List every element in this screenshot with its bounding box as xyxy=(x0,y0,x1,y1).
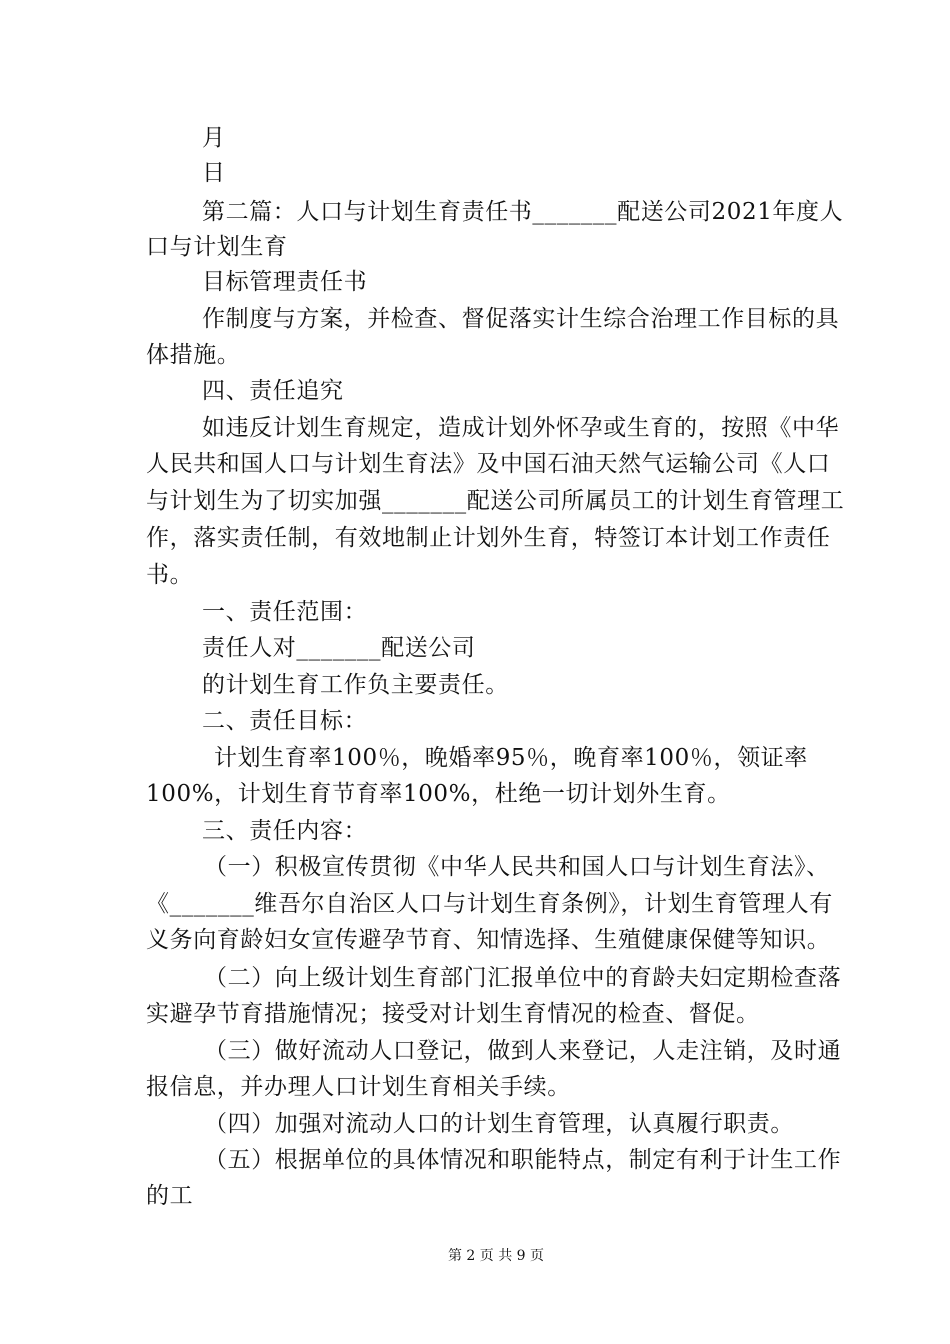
text-line: 月 xyxy=(202,125,226,151)
text-line: 如违反计划生育规定，造成计划外怀孕或生育的，按照《中华 xyxy=(202,415,840,441)
text-line: 日 xyxy=(202,160,226,186)
subheading: 二、责任目标： xyxy=(202,708,368,734)
text-line: （三）做好流动人口登记，做到人来登记，人走注销，及时通 xyxy=(204,1038,842,1064)
text-line: （五）根据单位的具体情况和职能特点，制定有利于计生工作 xyxy=(204,1147,842,1173)
subheading: 一、责任范围： xyxy=(202,599,368,625)
text-line: （二）向上级计划生育部门汇报单位中的育龄夫妇定期检查落 xyxy=(204,965,842,991)
text-line: 与计划生为了切实加强_______配送公司所属员工的计划生育管理工 xyxy=(146,488,845,514)
text-line: 责任人对_______配送公司 xyxy=(202,635,476,661)
subheading: 三、责任内容： xyxy=(202,818,368,844)
page-footer: 第 2 页 共 9 页 xyxy=(447,1248,545,1264)
text-line: 的工 xyxy=(146,1183,194,1209)
text-line: 作制度与方案，并检查、督促落实计生综合治理工作目标的具 xyxy=(202,306,840,332)
text-line: 义务向育龄妇女宣传避孕节育、知情选择、生殖健康保健等知识。 xyxy=(146,927,831,953)
text-line: 的计划生育工作负主要责任。 xyxy=(202,672,509,698)
section-heading: 第二篇：人口与计划生育责任书_______配送公司2021年度人 xyxy=(202,199,844,225)
text-line: 报信息，并办理人口计划生育相关手续。 xyxy=(146,1074,571,1100)
text-line: 书。 xyxy=(146,562,194,588)
text-line: 人民共和国人口与计划生育法》及中国石油天然气运输公司《人口 xyxy=(146,451,831,477)
text-line: 《_______维吾尔自治区人口与计划生育条例》，计划生育管理人有 xyxy=(146,891,833,917)
text-line: 作，落实责任制，有效地制止计划外生育，特签订本计划工作责任 xyxy=(146,525,831,551)
subheading: 四、责任追究 xyxy=(202,378,344,404)
text-line: 实避孕节育措施情况；接受对计划生育情况的检查、督促。 xyxy=(146,1001,760,1027)
text-line: 100%，计划生育节育率100%，杜绝一切计划外生育。 xyxy=(146,781,731,807)
text-line: 目标管理责任书 xyxy=(202,269,368,295)
text-line: 体措施。 xyxy=(146,342,241,368)
text-line: （四）加强对流动人口的计划生育管理，认真履行职责。 xyxy=(204,1111,794,1137)
text-line: 口与计划生育 xyxy=(146,234,288,260)
text-line: 计划生育率100％，晚婚率95％，晚育率100％，领证率 xyxy=(214,745,808,771)
text-line: （一）积极宣传贯彻《中华人民共和国人口与计划生育法》、 xyxy=(204,854,830,880)
